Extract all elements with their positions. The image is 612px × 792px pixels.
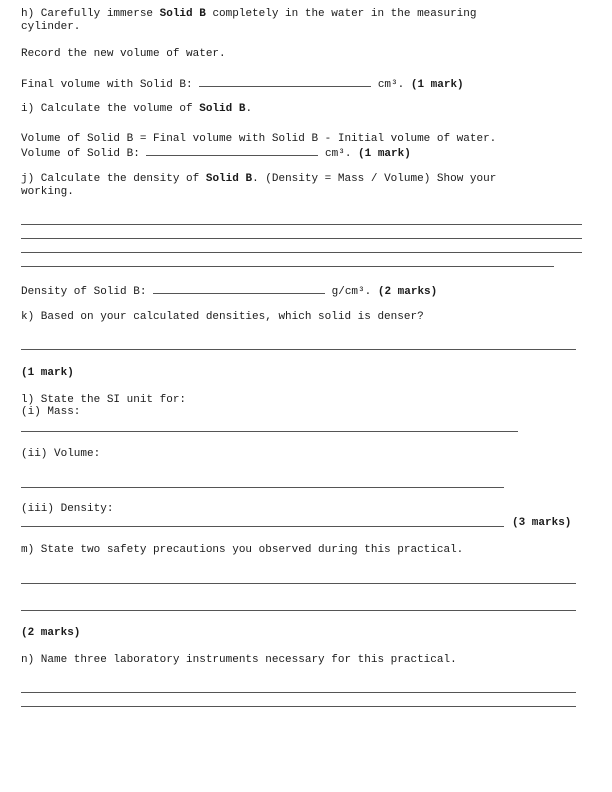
question-m-text: m) State two safety precautions you observed during this practical. bbox=[21, 544, 464, 556]
question-l-text: l) State the SI unit for: bbox=[21, 394, 187, 406]
question-i-text: i) Calculate the volume of Solid B. bbox=[21, 103, 253, 115]
question-l-mass-answer-line[interactable] bbox=[21, 431, 518, 432]
question-j-text: j) Calculate the density of Solid B. (Density = Mass / Volume) Show your bbox=[21, 173, 497, 185]
question-l-marks: (3 marks) bbox=[512, 517, 572, 529]
density-solid-b-answer-row: Density of Solid B: g/cm³. (2 marks) bbox=[21, 283, 437, 298]
question-h-text: h) Carefully immerse Solid B completely in the water in the measuring bbox=[21, 8, 477, 20]
question-l-volume-answer-line[interactable] bbox=[21, 487, 504, 488]
question-n-text: n) Name three laboratory instruments necessary for this practical. bbox=[21, 654, 457, 666]
volume-solid-b-answer-blank[interactable] bbox=[146, 145, 318, 156]
question-i-marks: (1 mark) bbox=[358, 148, 411, 160]
working-line-4[interactable] bbox=[21, 266, 554, 267]
question-h-record: Record the new volume of water. bbox=[21, 48, 226, 60]
question-m-answer-line-1[interactable] bbox=[21, 583, 576, 584]
question-k-marks: (1 mark) bbox=[21, 367, 74, 379]
question-h-text-cont: cylinder. bbox=[21, 21, 81, 33]
question-i-formula: Volume of Solid B = Final volume with Solid B - Initial volume of water. bbox=[21, 133, 497, 145]
question-k-answer-line[interactable] bbox=[21, 349, 576, 350]
question-j-marks: (2 marks) bbox=[377, 286, 438, 298]
question-l-density-label: (iii) Density: bbox=[21, 503, 114, 515]
question-k-text: k) Based on your calculated densities, which solid is denser? bbox=[21, 311, 424, 323]
question-l-mass-label: (i) Mass: bbox=[21, 406, 81, 418]
final-volume-answer-blank[interactable] bbox=[199, 76, 371, 87]
density-solid-b-answer-blank[interactable] bbox=[153, 283, 325, 294]
question-j-text-cont: working. bbox=[21, 186, 74, 198]
question-m-answer-line-2[interactable] bbox=[21, 610, 576, 611]
question-n-answer-line-2[interactable] bbox=[21, 706, 576, 707]
question-l-density-answer-line[interactable] bbox=[21, 526, 504, 527]
final-volume-answer-row: Final volume with Solid B: cm³. (1 mark) bbox=[21, 76, 464, 91]
question-h-marks: (1 mark) bbox=[410, 79, 464, 91]
question-n-answer-line-1[interactable] bbox=[21, 692, 576, 693]
question-l-volume-label: (ii) Volume: bbox=[21, 448, 101, 460]
working-line-1[interactable] bbox=[21, 224, 582, 225]
working-line-3[interactable] bbox=[21, 252, 582, 253]
working-line-2[interactable] bbox=[21, 238, 582, 239]
volume-solid-b-answer-row: Volume of Solid B: cm³. (1 mark) bbox=[21, 145, 411, 160]
question-m-marks: (2 marks) bbox=[21, 627, 81, 639]
